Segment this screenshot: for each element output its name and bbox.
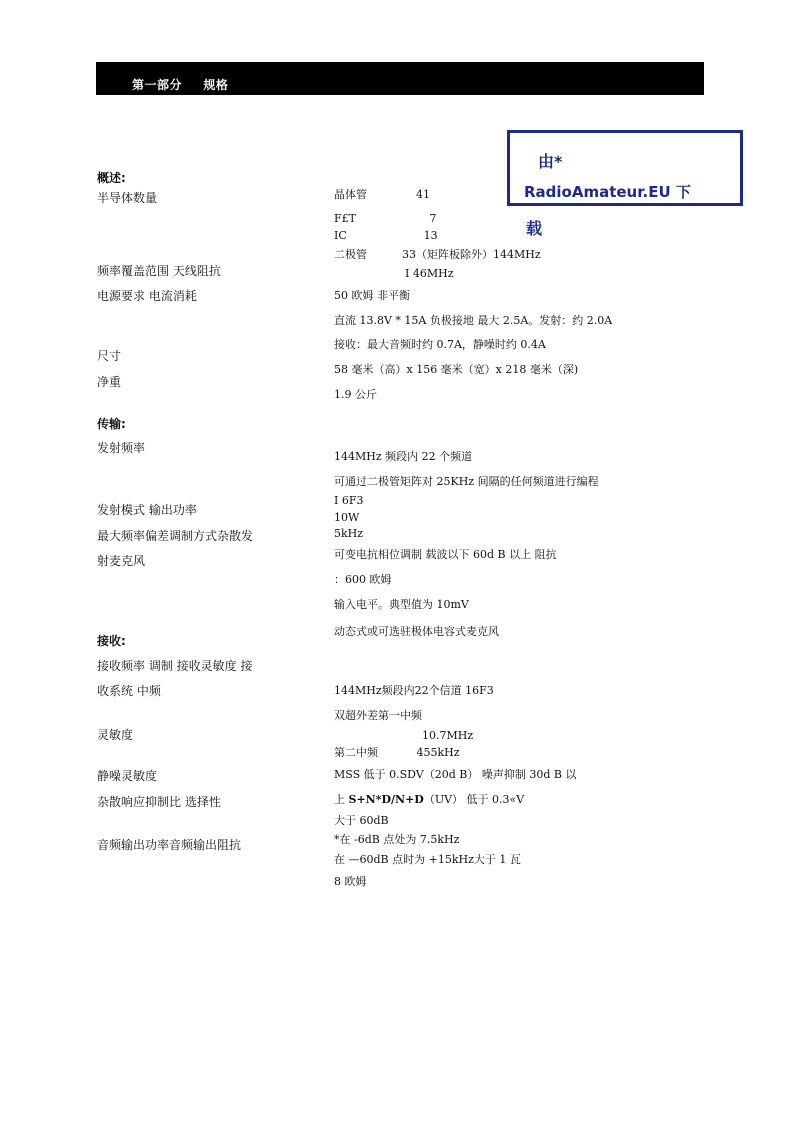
max-deviation-value: 5kHz xyxy=(334,527,364,540)
modulation-value: 可变电抗相位调制 载波以下 60d B 以上 阻抗 xyxy=(334,548,557,561)
section-header-bar xyxy=(96,62,704,95)
receive-heading: 接收: xyxy=(97,634,126,648)
fet-value: F£T 7 xyxy=(334,212,437,225)
freq-range-antenna-label: 频率覆盖范围 天线阻抗 xyxy=(97,264,221,278)
output-power-value: 10W xyxy=(334,511,360,524)
diode-value: 二极管 33（矩阵板除外）144MHz xyxy=(334,248,541,261)
selectivity-6db-value: *在 -6dB 点处为 7.5kHz xyxy=(334,833,460,846)
overview-heading: 概述: xyxy=(97,171,126,185)
selectivity-60db-value: 在 —60dB 点时为 +15kHz大于 1 瓦 xyxy=(334,853,521,866)
signal-noise-suffix: （UV） 低于 0.3«V xyxy=(423,793,525,806)
mic-impedance-value: ：600 欧姆 xyxy=(334,573,392,586)
section-title: 第一部分 规格 xyxy=(132,78,229,92)
rx-current-value: 接收：最大音频时约 0.7A，静噪时约 0.4A xyxy=(334,338,546,351)
signal-noise-bold: S+N*D/N+D xyxy=(348,793,424,806)
watermark-line-2: RadioAmateur.EU 下 xyxy=(524,183,691,201)
rx-params-label-2: 收系统 中频 xyxy=(97,684,161,698)
spurious-selectivity-label: 杂散响应抑制比 选择性 xyxy=(97,795,221,809)
signal-noise-prefix: 上 xyxy=(334,793,349,806)
dc-power-value: 直流 13.8V * 15A 负极接地 最大 2.5A。发射：约 2.0A xyxy=(334,314,613,327)
max-deviation-spurious-label: 最大频率偏差调制方式杂散发 xyxy=(97,529,254,543)
rx-params-label-1: 接收频率 调制 接收灵敏度 接 xyxy=(97,659,253,673)
watermark-line-3: 载 xyxy=(526,219,543,238)
ic-value: IC 13 xyxy=(334,229,438,242)
dimensions-value: 58 毫米（高）x 156 毫米（宽）x 218 毫米（深) xyxy=(334,363,579,376)
weight-value: 1.9 公斤 xyxy=(334,388,377,401)
tx-mode-power-label: 发射模式 输出功率 xyxy=(97,503,197,517)
download-watermark-box xyxy=(507,130,743,238)
mic-type-value: 动态式或可选驻极体电容式麦克风 xyxy=(334,625,499,638)
audio-output-label: 音频输出功率音频输出阻抗 xyxy=(97,838,242,852)
mode-value: I 6F3 xyxy=(334,494,364,507)
transistor-value: 晶体管 41 xyxy=(334,188,430,201)
watermark-line-1: 由* xyxy=(538,152,563,171)
weight-label: 净重 xyxy=(97,375,122,389)
programming-value: 可通过二极管矩阵对 25KHz 间隔的任何频道进行编程 xyxy=(334,475,599,488)
spurious-rejection-value: 大于 60dB xyxy=(334,814,389,827)
signal-noise-value xyxy=(334,793,524,807)
microphone-label: 射麦克风 xyxy=(97,554,146,568)
superhet-value: 双超外差第一中频 xyxy=(334,709,422,722)
first-if-value: 10.7MHz xyxy=(422,729,474,742)
input-level-value: 输入电平。典型值为 10mV xyxy=(334,598,469,611)
squelch-value: MSS 低于 0.SDV（20d B） 噪声抑制 30d B 以 xyxy=(334,768,577,781)
audio-impedance-value: 8 欧姆 xyxy=(334,875,367,888)
power-current-label: 电源要求 电流消耗 xyxy=(97,289,197,303)
semiconductor-count-label: 半导体数量 xyxy=(97,191,158,205)
tx-freq-label: 发射频率 xyxy=(97,441,146,455)
freq-146-value: I 46MHz xyxy=(405,267,454,280)
squelch-sensitivity-label: 静噪灵敏度 xyxy=(97,769,158,783)
tx-freq-value: 144MHz 频段内 22 个频道 xyxy=(334,450,473,463)
second-if-value: 第二中频 455kHz xyxy=(334,746,460,759)
rx-freq-value: 144MHz频段内22个信道 16F3 xyxy=(334,684,494,697)
size-label: 尺寸 xyxy=(97,349,122,363)
transmit-heading: 传输: xyxy=(97,417,126,431)
antenna-impedance-value: 50 欧姆 非平衡 xyxy=(334,289,410,302)
sensitivity-label: 灵敏度 xyxy=(97,728,134,742)
